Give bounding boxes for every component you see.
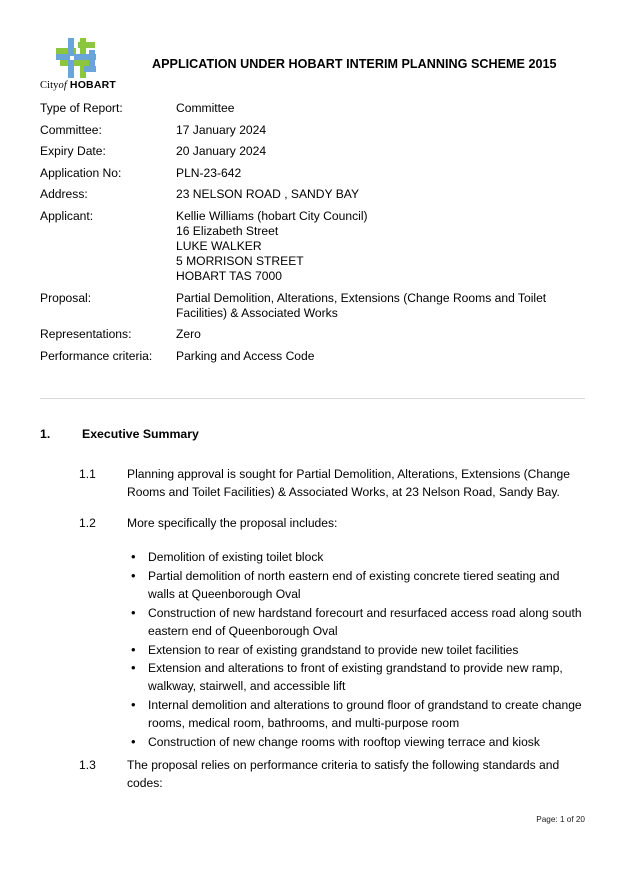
list-item — [131, 567, 586, 603]
detail-value — [176, 144, 585, 159]
list-item-text: Construction of new change rooms with rooftop viewing terrace and kiosk — [148, 735, 540, 750]
detail-value — [176, 187, 585, 202]
wordmark-city: City — [40, 80, 59, 91]
page-footer: Page: 1 of 20 — [536, 815, 585, 824]
section-title: Executive Summary — [82, 427, 199, 441]
detail-value-line: 16 Elizabeth Street — [176, 223, 279, 238]
clause-1-2-text: More specifically the proposal includes: — [127, 516, 338, 530]
detail-label: Type of Report: — [40, 101, 123, 115]
application-details-table — [40, 101, 585, 370]
detail-value — [176, 349, 585, 364]
list-item-text: Extension to rear of existing grandstand to provide new toilet facilities — [148, 642, 519, 657]
city-of-hobart-logo — [40, 38, 122, 96]
list-item — [131, 641, 586, 659]
detail-value-line: Kellie Williams (hobart City Council) — [176, 208, 368, 223]
list-item — [131, 659, 586, 695]
page-header — [0, 0, 622, 100]
detail-row — [40, 123, 585, 138]
wordmark-hobart: HOBART — [69, 79, 117, 91]
clause-1-3-number: 1.3 — [79, 758, 96, 772]
proposal-inclusions-list — [131, 548, 586, 752]
detail-value-line: 17 January 2024 — [176, 122, 267, 137]
bullet-icon: • — [131, 660, 136, 676]
detail-label: Representations: — [40, 327, 132, 342]
detail-value-line: LUKE WALKER — [176, 238, 262, 253]
detail-value-line: 20 January 2024 — [176, 144, 267, 159]
detail-value — [176, 209, 585, 284]
list-item-text: Internal demolition and alterations to ground floor of grandstand to create change rooms, medical room, bathrooms, and multi-purpose room — [148, 698, 582, 731]
clause-1-3 — [79, 756, 585, 792]
detail-row — [40, 327, 585, 342]
detail-value-line: Partial Demolition, Alterations, Extensions (Change Rooms and Toilet Facilities) & Associated Works — [176, 290, 547, 320]
detail-row — [40, 349, 585, 364]
list-item — [131, 604, 586, 640]
bullet-icon: • — [131, 641, 136, 657]
list-item — [131, 548, 586, 566]
detail-value-line: 5 MORRISON STREET — [176, 253, 304, 268]
logo-bar-blue-v2 — [68, 60, 74, 78]
clause-1-1-text: Planning approval is sought for Partial Demolition, Alterations, Extensions (Change Rooms and Toilet Facilities) & Associated Works, at 23 Nelson Road, Sandy Bay. — [127, 467, 571, 500]
detail-value-line: Parking and Access Code — [176, 348, 315, 363]
detail-label: Committee: — [40, 122, 102, 137]
clause-1-1 — [79, 465, 585, 501]
detail-row — [40, 291, 585, 321]
detail-value-line: PLN-23-642 — [176, 165, 242, 180]
detail-label: Application No: — [40, 165, 122, 180]
detail-label: Performance criteria: — [40, 348, 153, 363]
detail-value — [176, 327, 585, 342]
logo-bar-blue-h1 — [56, 54, 70, 60]
list-item-text: Partial demolition of north eastern end of existing concrete tiered seating and walls at Queenborough Oval — [148, 568, 560, 601]
bullet-icon: • — [131, 549, 136, 564]
bullet-icon: • — [131, 604, 136, 620]
detail-value-line: 23 NELSON ROAD , SANDY BAY — [176, 187, 360, 202]
detail-value-line: Committee — [176, 101, 235, 115]
section-divider — [40, 398, 585, 399]
detail-row — [40, 187, 585, 202]
detail-value-line: Zero — [176, 327, 201, 342]
clause-1-3-text: The proposal relies on performance criteria to satisfy the following standards and codes: — [127, 758, 560, 791]
wordmark-of: of — [58, 80, 67, 91]
list-item-text: Extension and alterations to front of existing grandstand to provide new ramp, walkway, stairwell, and accessible lift — [148, 661, 563, 694]
section-number: 1. — [40, 427, 51, 441]
list-item — [131, 696, 586, 732]
document-title: APPLICATION UNDER HOBART INTERIM PLANNING SCHEME 2015 — [152, 57, 557, 71]
clause-1-2 — [79, 514, 585, 532]
list-item-text: Construction of new hardstand forecourt and resurfaced access road along south eastern end of Queenborough Oval — [148, 605, 582, 638]
detail-label: Address: — [40, 187, 88, 202]
hobart-logo-mark — [56, 38, 102, 78]
detail-row — [40, 209, 585, 284]
clause-1-2-number: 1.2 — [79, 516, 96, 530]
detail-row — [40, 166, 585, 181]
detail-value-line: HOBART TAS 7000 — [176, 268, 282, 283]
bullet-icon: • — [131, 734, 136, 750]
detail-row — [40, 144, 585, 159]
bullet-icon: • — [131, 697, 136, 713]
detail-label: Expiry Date: — [40, 144, 106, 159]
detail-value — [176, 291, 561, 321]
detail-label: Proposal: — [40, 290, 92, 305]
detail-row — [40, 101, 585, 116]
bullet-icon: • — [131, 567, 136, 583]
list-item — [131, 733, 586, 751]
detail-value — [176, 123, 585, 138]
page-section-heading — [40, 427, 585, 442]
detail-value — [176, 101, 585, 116]
clause-1-1-number: 1.1 — [79, 467, 96, 481]
list-item-text: Demolition of existing toilet block — [148, 550, 324, 564]
logo-bar-blue-h3 — [84, 66, 96, 72]
city-of-hobart-wordmark — [40, 79, 122, 92]
logo-bar-blue-h2 — [74, 54, 96, 60]
detail-label: Applicant: — [40, 208, 94, 223]
detail-value — [176, 166, 585, 181]
